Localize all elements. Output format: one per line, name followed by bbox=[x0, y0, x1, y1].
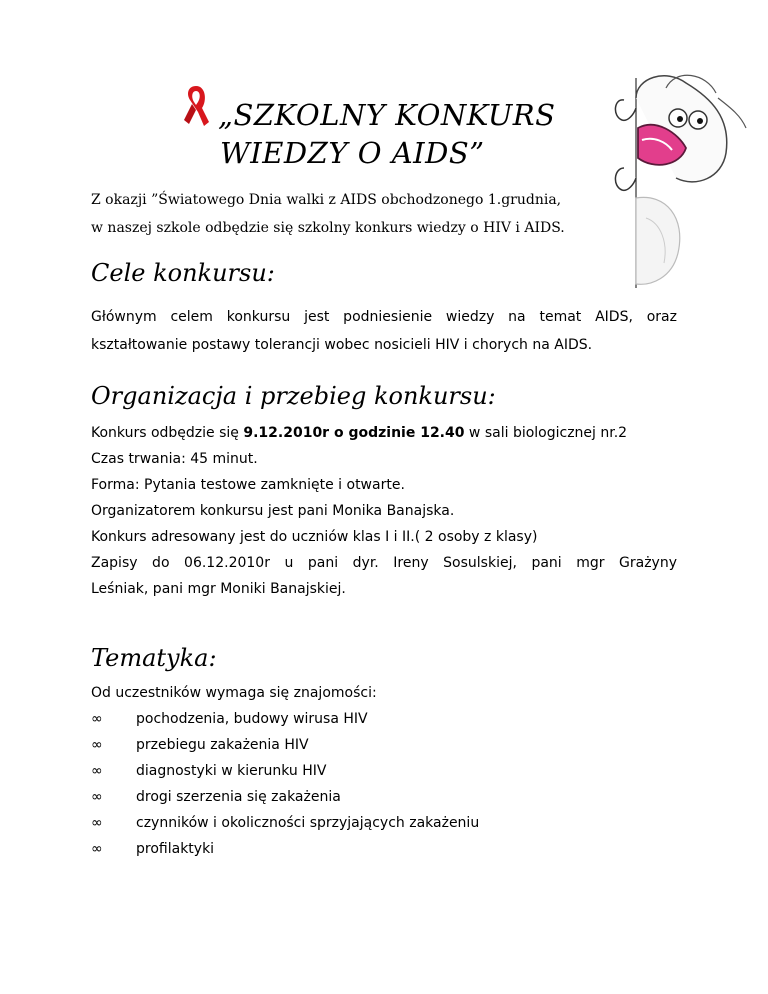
topics-list bbox=[91, 706, 677, 862]
schedule-date-time: 9.12.2010r o godzinie 12.40 bbox=[243, 425, 465, 441]
signup-line-1: Zapisy do 06.12.2010r u pani dyr. Ireny Sosulskiej, pani mgr Grażyny bbox=[91, 555, 677, 571]
list-item bbox=[91, 732, 677, 758]
schedule-prefix: Konkurs odbędzie się bbox=[91, 425, 244, 441]
page-title bbox=[218, 96, 556, 172]
list-item bbox=[91, 706, 677, 732]
topic-text: czynników i okoliczności sprzyjających zakażeniu bbox=[136, 815, 480, 831]
list-item bbox=[91, 836, 677, 862]
goals-line-2: kształtowanie postawy tolerancji wobec nosicieli HIV i chorych na AIDS. bbox=[91, 337, 593, 353]
infinity-bullet-icon: ∞ bbox=[91, 815, 103, 831]
intro-line-2: w naszej szkole odbędzie się szkolny konkurs wiedzy o HIV i AIDS. bbox=[91, 220, 565, 236]
schedule-line bbox=[91, 420, 677, 446]
infinity-bullet-icon: ∞ bbox=[91, 763, 103, 779]
list-item bbox=[91, 810, 677, 836]
organization-heading: Organizacja i przebieg konkursu: bbox=[91, 382, 496, 410]
topic-text: diagnostyki w kierunku HIV bbox=[136, 763, 327, 779]
duration-line: Czas trwania: 45 minut. bbox=[91, 451, 258, 467]
topics-section bbox=[91, 680, 677, 862]
audience-line: Konkurs adresowany jest do uczniów klas I i II.( 2 osoby z klasy) bbox=[91, 529, 538, 545]
infinity-bullet-icon: ∞ bbox=[91, 737, 103, 753]
schedule-room: w sali biologicznej nr.2 bbox=[464, 425, 628, 441]
peeking-mascot-drawing bbox=[606, 58, 756, 288]
list-item bbox=[91, 758, 677, 784]
title-line-1: „SZKOLNY KONKURS bbox=[218, 98, 556, 132]
infinity-bullet-icon: ∞ bbox=[91, 789, 103, 805]
topic-text: pochodzenia, budowy wirusa HIV bbox=[136, 711, 368, 727]
goals-line-1: Głównym celem konkursu jest podniesienie wiedzy na temat AIDS, oraz bbox=[91, 309, 677, 325]
goals-heading: Cele konkursu: bbox=[91, 259, 275, 287]
title-line-2: WIEDZY O AIDS” bbox=[220, 136, 485, 170]
list-item bbox=[91, 784, 677, 810]
form-line: Forma: Pytania testowe zamknięte i otwarte. bbox=[91, 477, 405, 493]
red-ribbon-icon bbox=[176, 82, 216, 130]
topics-heading: Tematyka: bbox=[91, 644, 217, 672]
topics-intro: Od uczestników wymaga się znajomości: bbox=[91, 685, 377, 701]
intro-line-1: Z okazji ”Światowego Dnia walki z AIDS obchodzonego 1.grudnia, bbox=[91, 192, 562, 208]
signup-line-2: Leśniak, pani mgr Moniki Banajskiej. bbox=[91, 581, 346, 597]
intro-paragraph bbox=[91, 186, 611, 242]
infinity-bullet-icon: ∞ bbox=[91, 841, 103, 857]
organizer-line: Organizatorem konkursu jest pani Monika Banajska. bbox=[91, 503, 455, 519]
organization-section bbox=[91, 420, 677, 602]
topic-text: przebiegu zakażenia HIV bbox=[136, 737, 309, 753]
infinity-bullet-icon: ∞ bbox=[91, 711, 103, 727]
topic-text: profilaktyki bbox=[136, 841, 215, 857]
goals-paragraph bbox=[91, 303, 677, 359]
topic-text: drogi szerzenia się zakażenia bbox=[136, 789, 341, 805]
